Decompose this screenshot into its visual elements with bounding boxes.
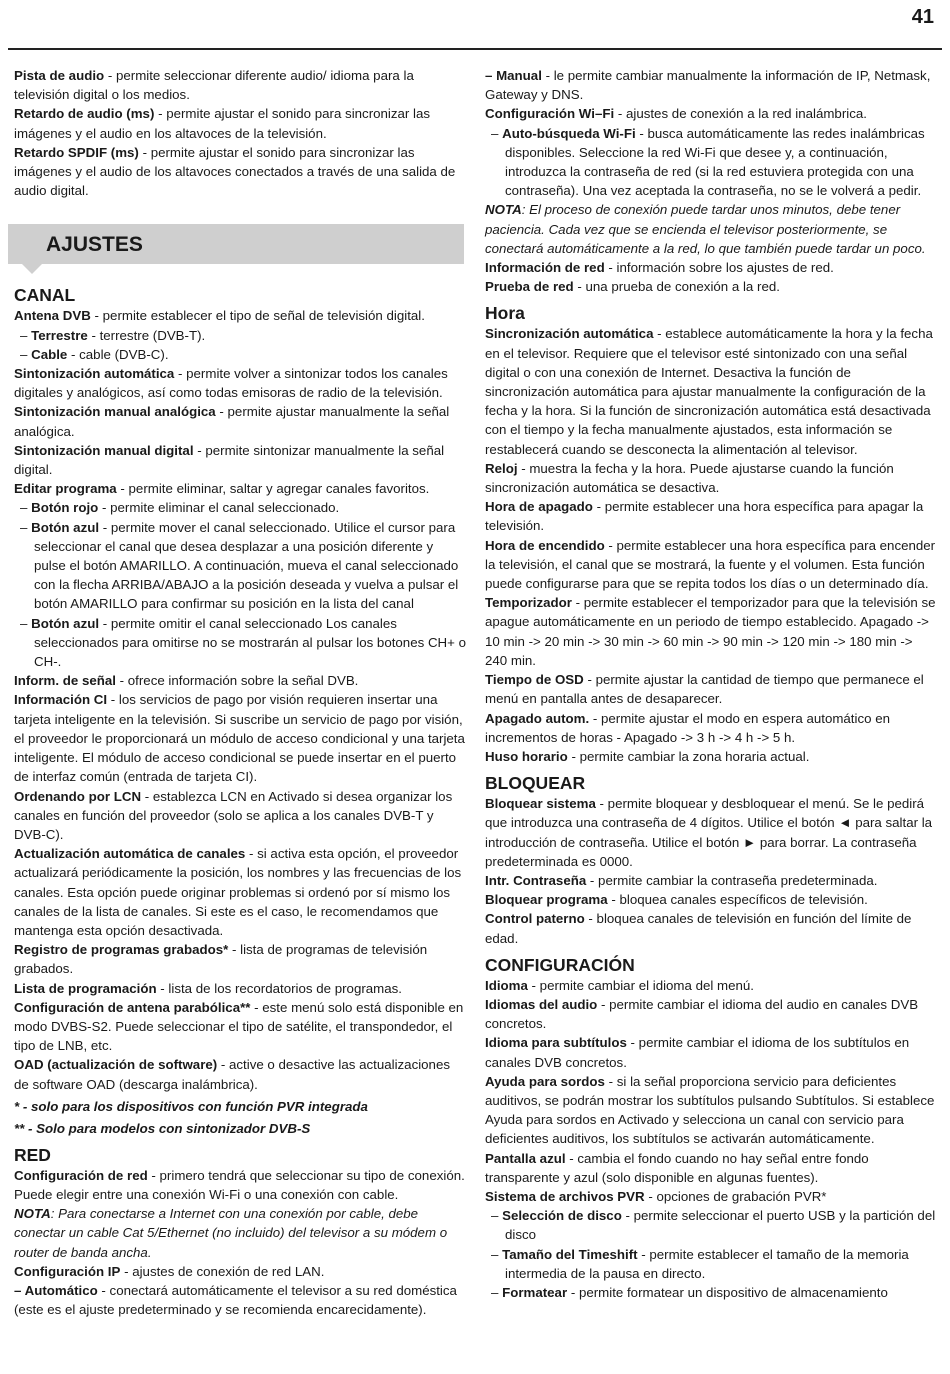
header-rule [8,48,942,50]
term: Sincronización automática [485,326,654,342]
paragraph [14,979,466,998]
paragraph [14,104,466,142]
description: - permite ajustar el sonido para sincronizar las imágenes y el audio de los altavoces conectados a través de una salida de audio digital. [14,144,456,199]
dash-bullet: – [20,500,32,516]
description: - permite bloquear y desbloquear el menú. Se le pedirá que introduzca una contraseña de 4 dígitos. Utilice el botón ◄ para saltar la introducción de contraseña. Utilice el botón ► para borrar. La contraseña predeterminada es 0000. [485,796,933,869]
term: Hora de apagado [485,499,593,515]
description: - permite ajustar el sonido para sincronizar las imágenes y el audio en los altavoces de la televisión. [14,106,431,141]
term: Registro de programas grabados* [14,942,229,958]
term: Tamaño del Timeshift [502,1246,638,1262]
paragraph [485,200,937,258]
description: - información sobre los ajustes de red. [604,260,834,276]
footnote-pvr: * - solo para los dispositivos con función PVR integrada [14,1098,368,1114]
paragraph [485,593,937,670]
description: - active o desactive las actualizaciones de software OAD (descarga inalámbrica). [14,1057,450,1092]
paragraph [485,258,937,277]
description: - permite eliminar, saltar y agregar canales favoritos. [116,481,430,497]
description: - permite cambiar el idioma del menú. [527,977,754,993]
term: Prueba de red [485,279,574,295]
term: – Automático [14,1282,98,1298]
paragraph [14,326,466,345]
paragraph [14,498,466,517]
paragraph [14,479,466,498]
hora-section [485,324,937,766]
description: - permite cambiar el idioma del audio en canales DVB concretos. [485,996,919,1032]
term: Sintonización manual digital [14,442,194,458]
description: - opciones de grabación PVR* [644,1188,827,1204]
paragraph [14,614,466,672]
description: - permite establecer el temporizador para que la televisión se apague automáticamente en un periodo de tiempo establecido. Apagado -> 10 min -> 20 min -> 30 min -> 60 min -> 90 min -> 120 min -> 180 min -> 240 min. [485,595,936,668]
intro-section [14,66,466,200]
term: Tiempo de OSD [485,672,584,688]
term: Ayuda para sordos [485,1073,605,1089]
term: Selección de disco [502,1208,622,1224]
term: Configuración de antena parabólica** [14,999,251,1015]
paragraph [14,441,466,479]
paragraph [485,794,937,871]
paragraph [485,670,937,708]
description: - muestra la fecha y la hora. Puede ajustarse cuando la función sincronización automática se desactiva. [485,460,894,496]
description: - permite mover el canal seleccionado. Utilice el cursor para seleccionar el canal que desea desplazar a una posición diferente y pulse el botón AMARILLO. A continuación, mueva el canal seleccionado con la flecha ARRIBA/ABAJO a la posición deseada y vuelva a pulsar el botón AMARILLO para confirmar su posición en la lista del canal [34,519,459,612]
description: - establezca LCN en Activado si desea organizar los canales en función del proveedor (solo se aplica a los canales DVB-T y DVB-C). [14,788,453,842]
dash-bullet: – [20,519,32,535]
paragraph [14,1281,466,1319]
paragraph [485,324,937,458]
paragraph [14,940,466,978]
term: Información CI [14,692,108,708]
description: - permite cambiar la zona horaria actual. [567,748,810,764]
paragraph [485,459,937,497]
description: - permite cambiar el idioma de los subtítulos en canales DVB concretos. [485,1035,910,1070]
heading-hora: Hora [485,303,525,324]
term: Ordenando por LCN [14,788,142,804]
note-label: NOTA [485,202,522,218]
paragraph [14,998,466,1056]
paragraph [14,143,466,201]
term: Temporizador [485,595,572,611]
description: - conectará automáticamente el televisor a su red doméstica (este es el ajuste predeterminado y se recomienda encarecidamente). [14,1282,457,1318]
dash-bullet: – [491,1284,503,1300]
description: - permite volver a sintonizar todos los canales digitales y analógicos, así como todas emisoras de radio de la televisión. [14,366,448,401]
term: Cable [31,346,68,362]
description: - bloquea canales específicos de televisión. [607,892,868,908]
bloquear-section [485,794,937,948]
term: Bloquear programa [485,892,608,908]
description: - permite establecer una hora específica para encender la televisión, el canal que se mostrará, la fuente y el volumen. Esta función puede configurarse para que se repita todos los días o un determinado día. [485,537,936,592]
term: Sintonización automática [14,366,175,382]
section-banner [8,224,464,264]
term: Actualización automática de canales [14,846,246,862]
paragraph [14,844,466,940]
description: - permite seleccionar el puerto USB y la partición del disco [505,1208,936,1243]
description: - permite cambiar la contraseña predeterminada. [586,872,878,888]
term: Apagado autom. [485,710,590,726]
page-number: 41 [911,6,934,28]
term: Sintonización manual analógica [14,404,216,420]
footnote-dvbs: ** - Solo para modelos con sintonizador DVB-S [14,1120,311,1136]
paragraph [485,1187,937,1206]
paragraph [14,1204,466,1262]
note-text: : El proceso de conexión puede tardar unos minutos, debe tener paciencia. Cada vez que se encienda el televisor posteriormente, se conectará automáticamente a la red, lo que también puede tardar un poco. [485,202,926,256]
term: Idiomas del audio [485,996,598,1012]
description: - permite establecer una hora específica para apagar la televisión. [485,499,924,534]
banner-title: AJUSTES [46,233,143,257]
description: - busca automáticamente las redes inalámbricas disponibles. Seleccione la red Wi-Fi que desee y, a continuación, introduzca la contraseña de red (si la red estuviera protegida con una contraseña). Una vez aceptada la contraseña, no se le volverá a pedir. [505,125,925,199]
term: Sistema de archivos PVR [485,1188,645,1204]
term: Huso horario [485,748,568,764]
term: Pantalla azul [485,1150,566,1166]
description: - cable (DVB-C). [67,346,169,362]
paragraph [14,66,466,104]
paragraph [485,1149,937,1187]
description: - permite ajustar el modo en espera automático en incrementos de horas - Apagado -> 3 h -> 4 h -> 5 h. [485,710,890,745]
paragraph [485,995,937,1033]
description: - permite seleccionar diferente audio/ idioma para la televisión digital o los medios. [14,68,414,103]
paragraph [14,518,466,614]
description: - lista de programas de televisión grabados. [14,942,428,977]
term: Antena DVB [14,308,91,324]
description: - permite establecer el tamaño de la memoria intermedia de la pausa en directo. [505,1246,909,1281]
term: Hora de encendido [485,537,605,553]
description: - primero tendrá que seleccionar su tipo de conexión. Puede elegir entre una conexión Wi-Fi o una conexión con cable. [14,1167,465,1202]
description: - este menú solo está disponible en modo DVBS-S2. Puede seleccionar el tipo de satélite, el transpondedor, el tipo de LNB, etc. [14,999,464,1054]
term: Configuración de red [14,1167,148,1183]
description: - si activa esta opción, el proveedor actualizará periódicamente la posición, los nombres y las frecuencias de los canales. Esta opción puede originar problemas si ordenó por sí mismo los canales de la lista de canales. Si este es el caso, le recomendamos que mantenga esta opción desactivada. [14,846,462,938]
paragraph [485,747,937,766]
paragraph [14,364,466,402]
dash-bullet: – [20,346,32,362]
paragraph [485,497,937,535]
term: Lista de programación [14,980,157,996]
right-column [485,66,937,1302]
term: Configuración Wi–Fi [485,106,615,122]
term: Botón azul [31,519,100,535]
red-section [14,1166,466,1320]
term: Editar programa [14,481,117,497]
description: - ajustes de conexión a la red inalámbrica. [614,106,867,122]
term: Inform. de señal [14,673,116,689]
description: - lista de los recordatorios de programas. [156,980,402,996]
red-continued-section [485,66,937,296]
heading-canal: CANAL [14,285,76,306]
paragraph [485,277,937,296]
term: Reloj [485,460,518,476]
paragraph [14,1262,466,1281]
paragraph [485,104,937,123]
term: Control paterno [485,911,585,927]
dash-bullet: – [491,125,503,141]
paragraph [485,66,937,104]
term: Configuración IP [14,1263,121,1279]
note-text: : Para conectarse a Internet con una conexión por cable, debe conectar un cable Cat 5/Ethernet (no incluido) del televisor a su módem o router de banda ancha. [14,1206,448,1260]
paragraph [485,909,937,947]
paragraph [485,124,937,201]
paragraph [485,1283,937,1302]
banner-notch [22,264,42,274]
canal-section [14,306,466,1093]
paragraph [485,1072,937,1149]
description: - permite omitir el canal seleccionado Los canales seleccionados para omitirse no se mostrarán al pulsar los botones CH+ o CH-. [34,615,466,670]
term: Idioma [485,977,528,993]
term: Intr. Contraseña [485,872,587,888]
term: Pista de audio [14,68,105,83]
paragraph [14,1166,466,1204]
description: - permite sintonizar manualmente la señal digital. [14,442,445,478]
description: - los servicios de pago por visión requieren insertar una tarjeta inteligente en la televisión. Si suscribe un servicio de pago por visión, el proveedor le proporcionará un módulo de acceso condicional y una tarjeta inteligente. El módulo de acceso condicional se puede insertar en el puerto de interfaz común (entrada de tarjeta CI). [14,692,465,785]
term: Retardo de audio (ms) [14,106,155,122]
paragraph [14,306,466,325]
term: Retardo SPDIF (ms) [14,144,139,160]
term: OAD (actualización de software) [14,1057,218,1073]
description: - cambia el fondo cuando no hay señal entre fondo transparente y azul (solo disponible en algunas fuentes). [485,1150,869,1185]
term: Formatear [502,1284,568,1300]
dash-bullet: – [20,327,32,343]
paragraph [485,890,937,909]
description: - bloquea canales de televisión en función del límite de edad. [485,911,912,946]
paragraph [485,1206,937,1244]
dash-bullet: – [491,1246,503,1262]
term: – Manual [485,68,542,83]
dash-bullet: – [20,615,32,631]
term: Auto-búsqueda Wi-Fi [502,125,636,141]
dash-bullet: – [491,1208,503,1224]
paragraph [14,787,466,845]
term: Bloquear sistema [485,796,596,812]
description: - ofrece información sobre la señal DVB. [115,673,359,689]
term: Botón azul [31,615,100,631]
description: - si la señal proporciona servicio para deficientes auditivos, se podrán mostrar los subtítulos pulsando Subtítulos. Si establece Ayuda para sordos en Activado y selecciona un canal con servicio para deficientes auditivos, los subtítulos se activarán automáticamente. [485,1073,935,1147]
heading-red: RED [14,1144,51,1165]
description: - permite formatear un dispositivo de almacenamiento [567,1284,888,1300]
paragraph [14,671,466,690]
description: - permite ajustar la cantidad de tiempo que permanece el menú en pantalla antes de desaparecer. [485,672,924,707]
heading-configuracion: CONFIGURACIÓN [485,954,635,975]
paragraph [14,690,466,786]
term: Terrestre [31,327,88,343]
left-column [14,66,466,1319]
note-label: NOTA [14,1206,51,1222]
paragraph [485,1245,937,1283]
configuracion-section [485,976,937,1302]
description: - permite establecer el tipo de señal de televisión digital. [90,308,425,324]
paragraph [14,345,466,364]
description: - permite eliminar el canal seleccionado. [98,500,340,516]
heading-bloquear: BLOQUEAR [485,773,586,794]
paragraph [14,1055,466,1093]
description: - una prueba de conexión a la red. [573,279,780,295]
paragraph [14,402,466,440]
description: - establece automáticamente la hora y la fecha en el televisor. Requiere que el televisor esté sintonizado con una señal digital o con una conexión de Internet. Desactiva la función de sincronización automática para ajustar manualmente la configuración de la fecha y la hora. Si la función de sincronización automática está desactivada con el tiempo y la fecha manualmente ajustados, esta información se restablecerá cuando se desconecta la alimentación al televisor. [485,326,933,457]
paragraph [485,709,937,747]
paragraph [485,976,937,995]
paragraph [485,536,937,594]
term: Información de red [485,260,605,276]
term: Botón rojo [31,500,99,516]
paragraph [485,1033,937,1071]
description: - le permite cambiar manualmente la información de IP, Netmask, Gateway y DNS. [485,68,931,103]
paragraph [485,871,937,890]
description: - ajustes de conexión de red LAN. [120,1263,325,1279]
term: Idioma para subtítulos [485,1035,627,1051]
description: - terrestre (DVB-T). [87,327,206,343]
description: - permite ajustar manualmente la señal analógica. [14,404,450,439]
